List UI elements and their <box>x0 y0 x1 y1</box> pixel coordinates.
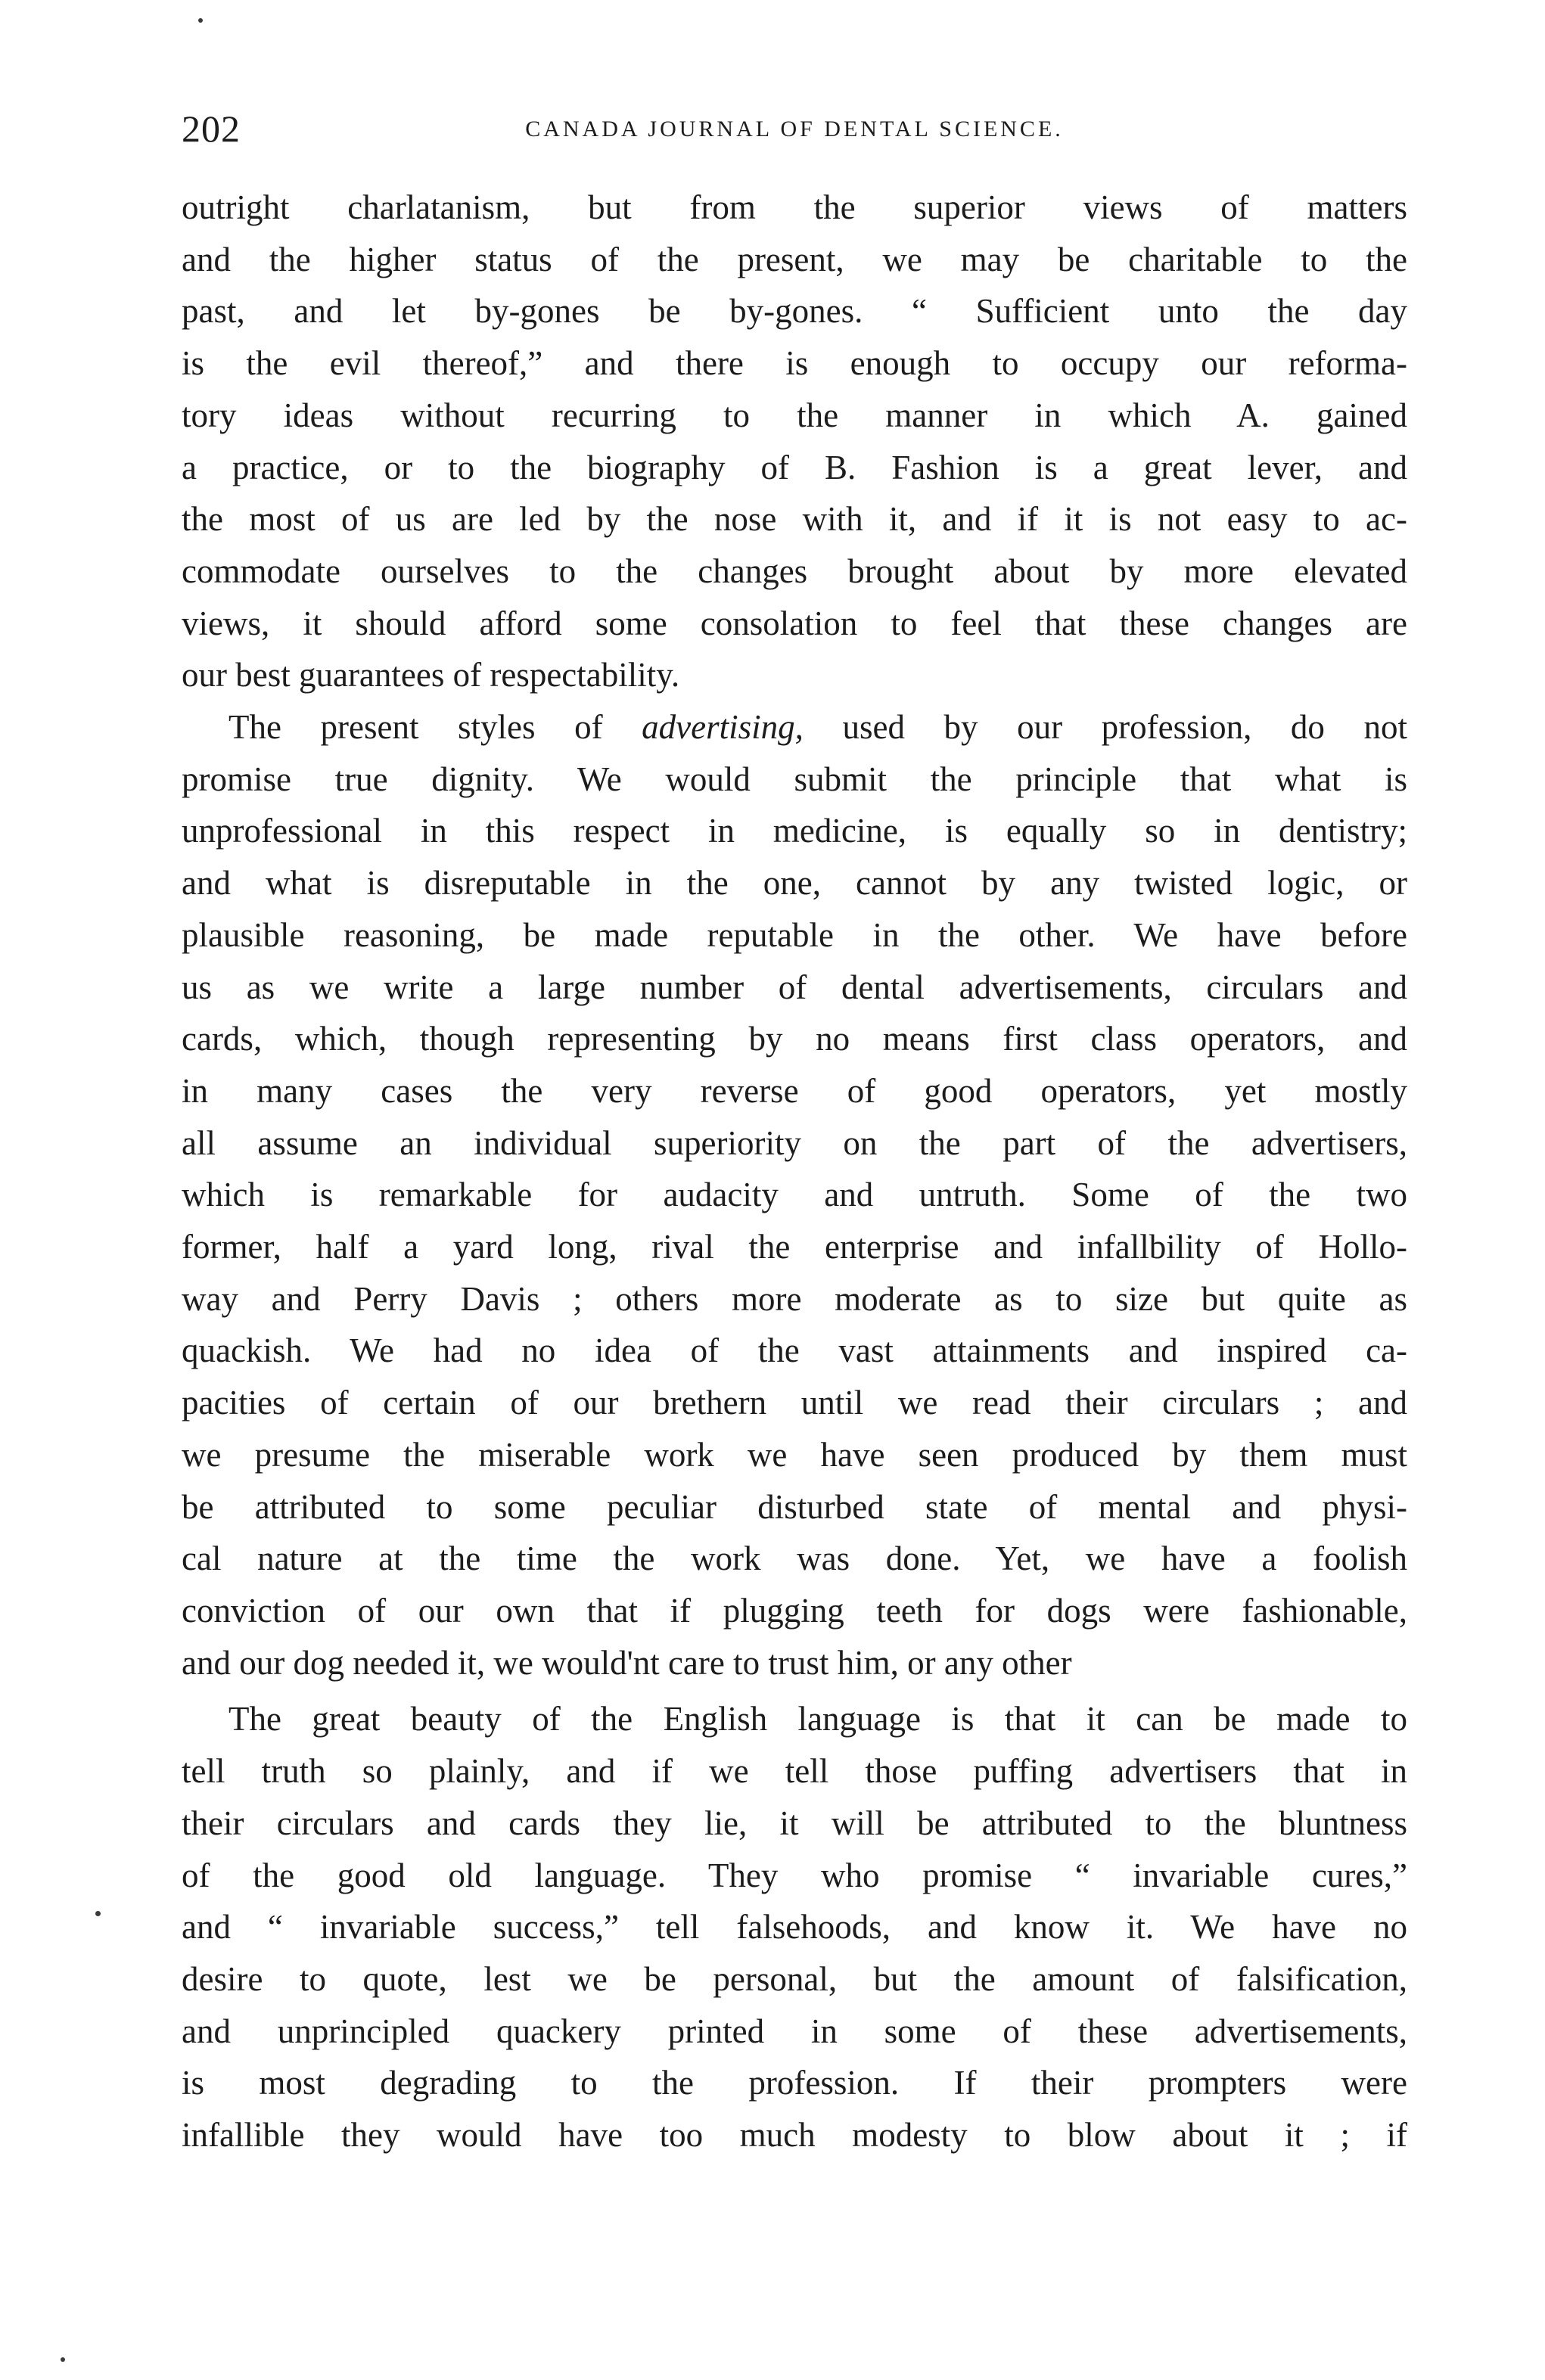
text-line: our best guarantees of respectability. <box>182 656 680 694</box>
text-line: tory ideas without recurring to the manner in which A. gained <box>182 396 1407 434</box>
text-line: and our dog needed it, we would'nt care to trust him, or any other <box>182 1643 1072 1682</box>
text-line: past, and let by-gones be by-gones. “ Sufficient unto the day <box>182 292 1407 331</box>
text-line: outright charlatanism, but from the superior views of matters <box>182 188 1407 226</box>
text-line: quackish. We had no idea of the vast attainments and inspired ca- <box>182 1331 1407 1370</box>
text-line: and what is disreputable in the one, cannot by any twisted logic, or <box>182 864 1407 903</box>
text-line: is most degrading to the profession. If their prompters were <box>182 2064 1407 2102</box>
text-line: former, half a yard long, rival the enterprise and infallbility of Hollo- <box>182 1228 1407 1266</box>
text-line: desire to quote, lest we be personal, but the amount of falsification, <box>182 1959 1407 1998</box>
text-line: infallible they would have too much modesty to blow about it ; if <box>182 2116 1407 2155</box>
paragraph-1 <box>182 182 1407 701</box>
text-line: plausible reasoning, be made reputable in the other. We have before <box>182 915 1407 954</box>
text-line: of the good old language. They who promise “ invariable cures,” <box>182 1856 1407 1894</box>
text-line: be attributed to some peculiar disturbed state of mental and physi- <box>182 1487 1407 1526</box>
text-line: pacities of certain of our brethern until we read their circulars ; and <box>182 1384 1407 1422</box>
text-line: tell truth so plainly, and if we tell those puffing advertisers that in <box>182 1752 1407 1791</box>
paragraph-3 <box>182 1693 1407 2161</box>
text-line: all assume an individual superiority on the part of the advertisers, <box>182 1123 1407 1162</box>
text-line: and “ invariable success,” tell falsehoods, and know it. We have no <box>182 1908 1407 1947</box>
ink-speck <box>198 18 203 23</box>
text-line: way and Perry Davis ; others more moderate as to size but quite as <box>182 1279 1407 1318</box>
text-line: we presume the miserable work we have seen produced by them must <box>182 1435 1407 1474</box>
text-line: us as we write a large number of dental advertisements, circulars and <box>182 968 1407 1006</box>
text-line: the most of us are led by the nose with it, and if it is not easy to ac- <box>182 500 1407 539</box>
text-line: which is remarkable for audacity and untruth. Some of the two <box>182 1176 1407 1214</box>
running-head: CANADA JOURNAL OF DENTAL SCIENCE. <box>525 117 1064 141</box>
text-line: cards, which, though representing by no means first class operators, and <box>182 1020 1407 1058</box>
text-line: views, it should afford some consolation to feel that these changes are <box>182 604 1407 642</box>
text-line <box>182 701 1407 753</box>
text-run: used by our profession, do not <box>803 708 1407 747</box>
text-line: and the higher status of the present, we may be charitable to the <box>182 240 1407 278</box>
text-line: cal nature at the time the work was done. Yet, we have a foolish <box>182 1540 1407 1578</box>
page-number: 202 <box>182 107 241 150</box>
text-run: The present styles of <box>228 708 642 747</box>
paragraph-2 <box>182 701 1407 1689</box>
italic-word: advertising, <box>642 708 804 747</box>
text-line: their circulars and cards they lie, it will be attributed to the bluntness <box>182 1804 1407 1842</box>
text-line: unprofessional in this respect in medicine, is equally so in dentistry; <box>182 812 1407 850</box>
article-body <box>182 182 1407 2161</box>
text-line: and unprincipled quackery printed in some of these advertisements, <box>182 2012 1407 2050</box>
text-line: a practice, or to the biography of B. Fashion is a great lever, and <box>182 448 1407 486</box>
text-line: commodate ourselves to the changes brought about by more elevated <box>182 552 1407 590</box>
text-line: in many cases the very reverse of good operators, yet mostly <box>182 1071 1407 1110</box>
text-line: is the evil thereof,” and there is enough to occupy our reforma- <box>182 344 1407 383</box>
page-header <box>182 106 1407 151</box>
ink-speck <box>95 1911 101 1916</box>
text-line: conviction of our own that if plugging teeth for dogs were fashionable, <box>182 1591 1407 1630</box>
text-line: The great beauty of the English language is that it can be made to <box>228 1700 1407 1738</box>
ink-speck <box>61 2357 65 2362</box>
text-line: promise true dignity. We would submit the principle that what is <box>182 760 1407 798</box>
